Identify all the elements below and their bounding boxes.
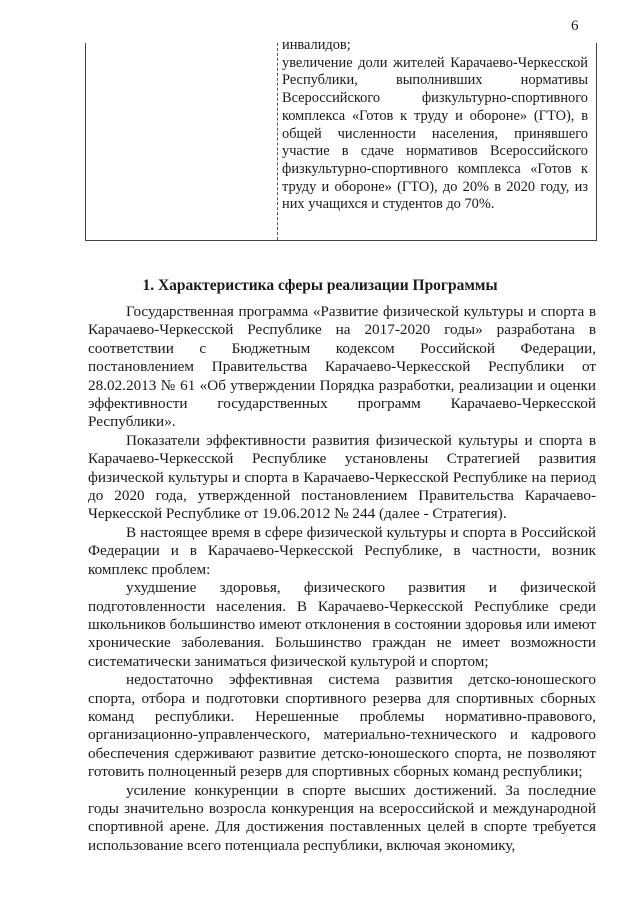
table-cell-indicators bbox=[282, 37, 588, 240]
paragraph: Показатели эффективности развития физической культуры и спорта в Карачаево-Черкесской Республике установлены Стратегией развития физической культуры и спорта в Карачаево-Черкесской Республике на период до 2020 года, утвержденной постановлением Правительства Карачаево-Черкесской Республике от 19.06.2012 № 244 (далее - Стратегия). bbox=[88, 431, 596, 523]
table-cell-line: увеличение доли жителей Карачаево-Черкесской Республики, выполнивших нормативы Всероссийского физкультурно-спортивного комплекса «Готов к труду и обороне» (ГТО), в общей численности населения, принявшего участие в сдаче нормативов Всероссийского физкультурно-спортивного комплекса «Готов к труду и обороне» (ГТО), до 20% в 2020 году, из них учащихся и студентов до 70%. bbox=[282, 54, 588, 213]
paragraph: Государственная программа «Развитие физической культуры и спорта в Карачаево-Черкесской Республике на 2017-2020 годы» разработана в соответствии с Бюджетным кодексом Российской Федерации, постановлением Правительства Карачаево-Черкесской Республики от 28.02.2013 № 61 «Об утверждении Порядка разработки, реализации и оценки эффективности государственных программ Карачаево-Черкесской Республики». bbox=[88, 303, 596, 431]
table-fragment bbox=[85, 37, 597, 241]
paragraph: В настоящее время в сфере физической культуры и спорта в Российской Федерации и в Карачаево-Черкесской Республике, в частности, возник комплекс проблем: bbox=[88, 523, 596, 578]
paragraph: недостаточно эффективная система развития детско-юношеского спорта, отбора и подготовки спортивного резерва для спортивных сборных команд республики. Нерешенные проблемы нормативно-правового, организационно-управленческого, материально-технического и кадрового обеспечения сдерживают развитие детско-юношеского спорта, не позволяют готовить полноценный резерв для спортивных сборных команд республики; bbox=[88, 671, 596, 781]
paragraph: ухудшение здоровья, физического развития и физической подготовленности населения. В Карачаево-Черкесской Республике среди школьников большинство имеют отклонения в состоянии здоровья или имеют хронические заболевания. Большинство граждан не имеет возможности систематически заниматься физической культурой и спортом; bbox=[88, 579, 596, 670]
section-body bbox=[88, 303, 596, 855]
table-column-divider bbox=[277, 43, 278, 240]
table-cell-line: инвалидов; bbox=[282, 37, 351, 53]
page-number: 6 bbox=[571, 18, 579, 34]
paragraph: усиление конкуренции в спорте высших достижений. За последние годы значительно возросла конкуренция на всероссийской и международной спортивной арене. Для достижения поставленных целей в спорте требуется использование всего потенциала республики, включая экономику, bbox=[88, 781, 596, 854]
section-heading: 1. Характеристика сферы реализации Программы bbox=[142, 277, 498, 294]
